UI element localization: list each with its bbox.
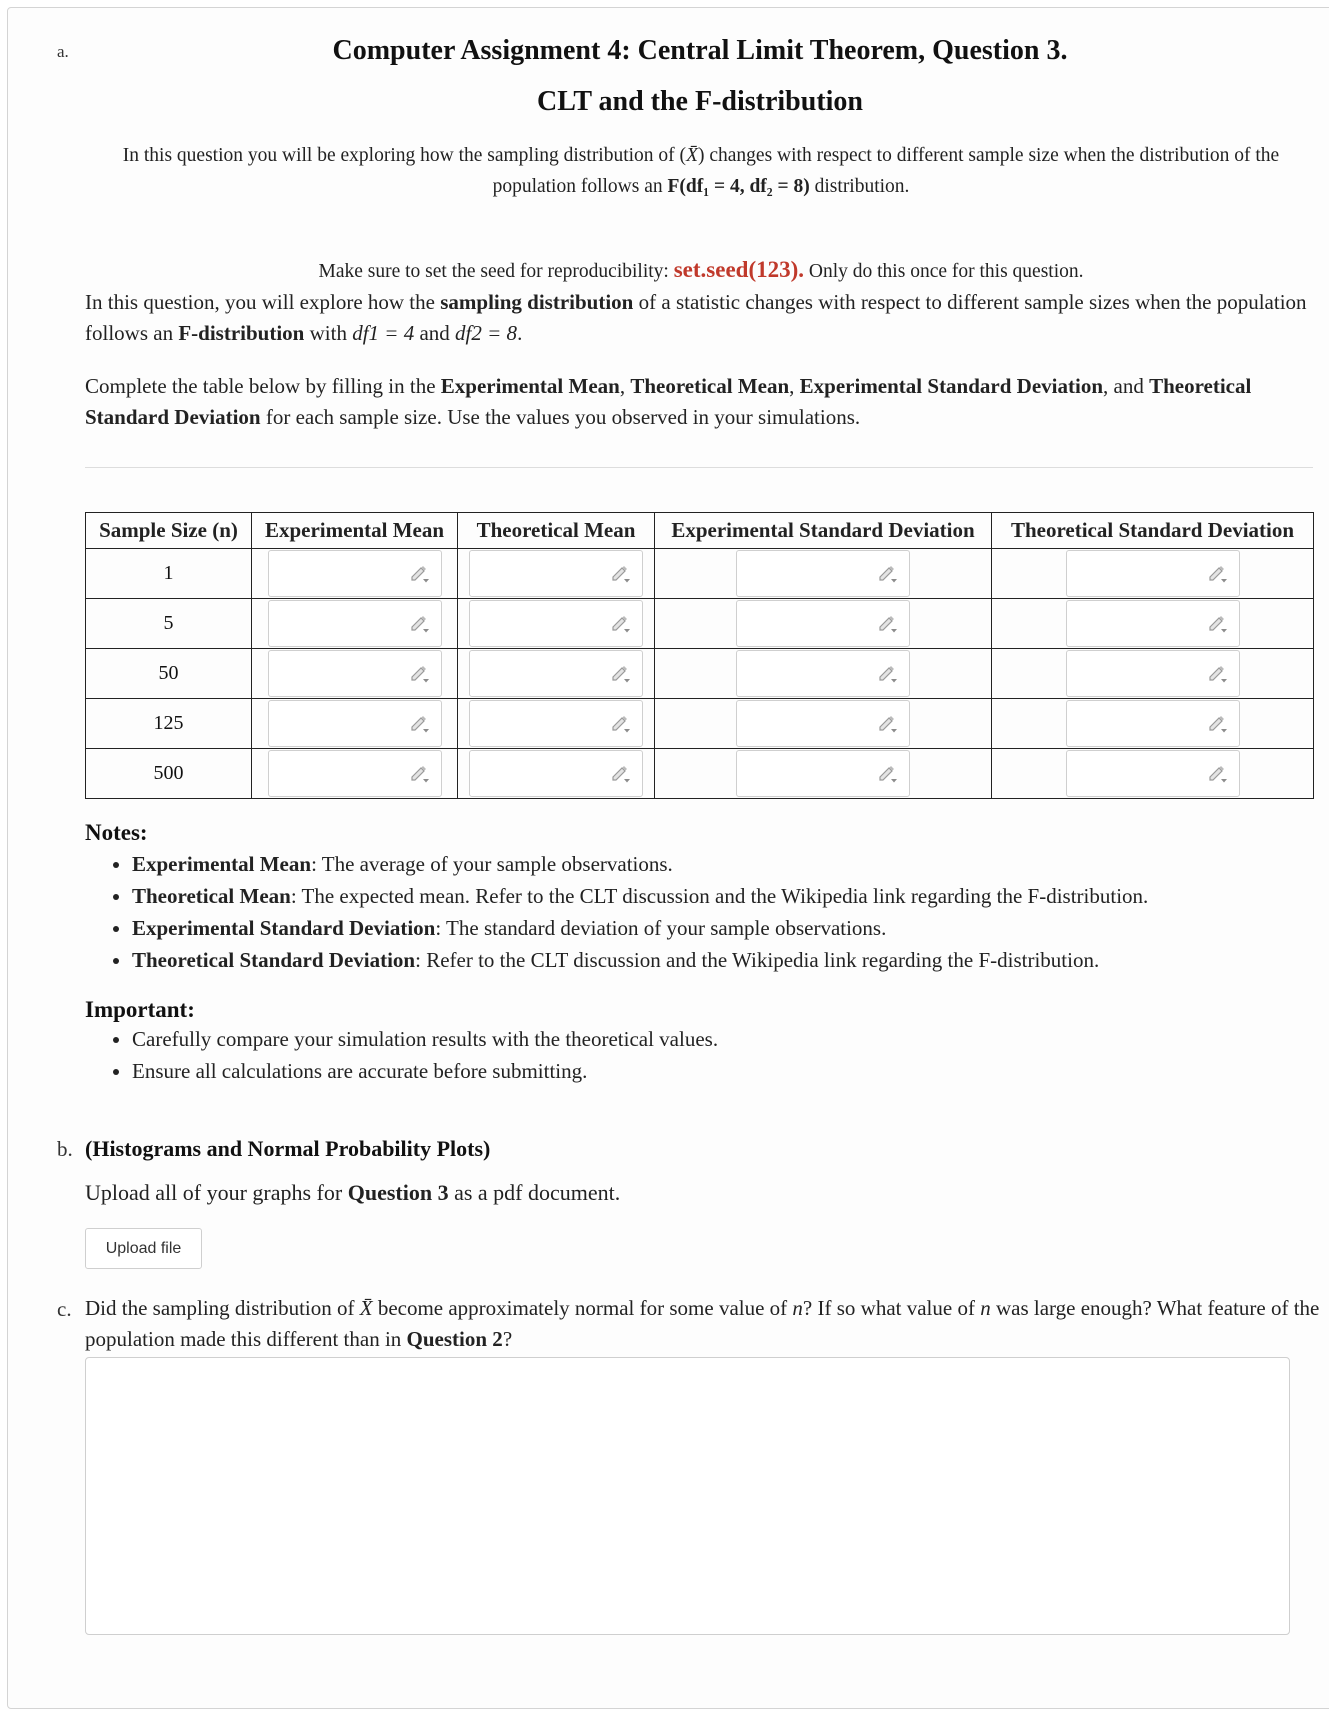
experimental-sd-input[interactable] (736, 700, 910, 747)
table-header-row (86, 513, 1314, 549)
theoretical-mean-cell (458, 699, 655, 749)
experimental-mean-input[interactable] (268, 600, 442, 647)
table-row (86, 599, 1314, 649)
pencil-icon[interactable] (877, 613, 899, 635)
pencil-icon[interactable] (409, 613, 431, 635)
theoretical-mean-input[interactable] (469, 600, 643, 647)
important-title: Important: (85, 997, 195, 1022)
sample-size-cell: 1 (86, 549, 252, 599)
theoretical-sd-cell (992, 749, 1314, 799)
theoretical-sd-input[interactable] (1066, 700, 1240, 747)
header-theoretical-sd: Theoretical Standard Deviation (992, 513, 1314, 549)
header-experimental-mean: Experimental Mean (252, 513, 458, 549)
theoretical-sd-input[interactable] (1066, 750, 1240, 797)
experimental-mean-cell (252, 599, 458, 649)
theoretical-sd-input[interactable] (1066, 650, 1240, 697)
theoretical-mean-input[interactable] (469, 650, 643, 697)
experimental-sd-cell (655, 599, 992, 649)
pencil-icon[interactable] (877, 663, 899, 685)
part-a-label: a. (57, 42, 69, 61)
experimental-mean-cell (252, 749, 458, 799)
seed-code: set.seed(123). (673, 257, 805, 282)
part-b-heading: (Histograms and Normal Probability Plots) (85, 1136, 491, 1161)
upload-file-button[interactable]: Upload file (85, 1228, 202, 1269)
theoretical-mean-cell (458, 649, 655, 699)
pencil-icon[interactable] (877, 763, 899, 785)
instruction-paragraph-2: Complete the table below by filling in the Experimental Mean, Theoretical Mean, Experimental Standard Deviation, and Theoretical Standard Deviation for each sample size. Use the values you observed in your simulations. (85, 374, 1252, 429)
pencil-icon[interactable] (610, 713, 632, 735)
pencil-icon[interactable] (409, 713, 431, 735)
experimental-mean-input[interactable] (268, 700, 442, 747)
list-item: • Theoretical Mean: The expected mean. Refer to the CLT discussion and the Wikipedia link regarding the F-distribution. (132, 880, 1329, 912)
instruction-paragraph-1: In this question, you will explore how the sampling distribution of a statistic changes with respect to different sample sizes when the population follows an F-distribution with df1 = 4 and df2 = 8. (85, 290, 1307, 345)
theoretical-sd-input[interactable] (1066, 550, 1240, 597)
theoretical-sd-cell (992, 599, 1314, 649)
pencil-icon[interactable] (877, 563, 899, 585)
header-theoretical-mean: Theoretical Mean (458, 513, 655, 549)
intro-text: In this question you will be exploring how the sampling distribution of (X̄) changes with respect to different sample size when the distribution of the population follows an F(df₁ = 4, df₂ = 8) distribution. (122, 145, 1280, 197)
experimental-mean-cell (252, 649, 458, 699)
pencil-icon[interactable] (610, 663, 632, 685)
theoretical-mean-input[interactable] (469, 750, 643, 797)
experimental-mean-cell (252, 699, 458, 749)
list-item: • Ensure all calculations are accurate before submitting. (132, 1055, 1329, 1087)
seed-instruction: Make sure to set the seed for reproducibility: set.seed(123). Only do this once for this question. (318, 257, 1084, 282)
theoretical-sd-input[interactable] (1066, 600, 1240, 647)
notes-list (85, 848, 1329, 976)
pencil-icon[interactable] (409, 663, 431, 685)
part-b-instruction: Upload all of your graphs for Question 3 as a pdf document. (85, 1180, 621, 1205)
experimental-mean-cell (252, 549, 458, 599)
pencil-icon[interactable] (1207, 713, 1229, 735)
page-subtitle: CLT and the F-distribution (537, 86, 863, 117)
list-item: • Experimental Mean: The average of your sample observations. (132, 848, 1329, 880)
pencil-icon[interactable] (1207, 763, 1229, 785)
notes-title: Notes: (85, 820, 148, 845)
pencil-icon[interactable] (1207, 563, 1229, 585)
sample-size-cell: 50 (86, 649, 252, 699)
pencil-icon[interactable] (610, 613, 632, 635)
divider (85, 467, 1313, 468)
experimental-sd-cell (655, 549, 992, 599)
experimental-mean-input[interactable] (268, 750, 442, 797)
theoretical-mean-cell (458, 749, 655, 799)
experimental-sd-input[interactable] (736, 650, 910, 697)
important-list (85, 1023, 1329, 1087)
pencil-icon[interactable] (610, 763, 632, 785)
pencil-icon[interactable] (409, 563, 431, 585)
experimental-mean-input[interactable] (268, 550, 442, 597)
sample-size-cell: 5 (86, 599, 252, 649)
part-c-label: c. (57, 1297, 72, 1321)
pencil-icon[interactable] (610, 563, 632, 585)
table-row (86, 749, 1314, 799)
experimental-sd-cell (655, 649, 992, 699)
theoretical-mean-input[interactable] (469, 550, 643, 597)
pencil-icon[interactable] (409, 763, 431, 785)
experimental-mean-input[interactable] (268, 650, 442, 697)
experimental-sd-input[interactable] (736, 600, 910, 647)
table-row (86, 649, 1314, 699)
part-c-question: Did the sampling distribution of X̄ become approximately normal for some value of n? If so what value of n was large enough? What feature of the population made this different than in Question 2? (85, 1296, 1320, 1351)
pencil-icon[interactable] (877, 713, 899, 735)
page-title: Computer Assignment 4: Central Limit Theorem, Question 3. (332, 35, 1068, 66)
list-item: • Experimental Standard Deviation: The standard deviation of your sample observations. (132, 912, 1329, 944)
theoretical-mean-cell (458, 599, 655, 649)
theoretical-sd-cell (992, 649, 1314, 699)
table-row (86, 549, 1314, 599)
pencil-icon[interactable] (1207, 663, 1229, 685)
theoretical-sd-cell (992, 699, 1314, 749)
part-b-label: b. (57, 1137, 73, 1161)
theoretical-mean-input[interactable] (469, 700, 643, 747)
theoretical-sd-cell (992, 549, 1314, 599)
experimental-sd-input[interactable] (736, 750, 910, 797)
sample-size-cell: 125 (86, 699, 252, 749)
answer-textarea[interactable] (85, 1357, 1290, 1635)
header-sample-size: Sample Size (n) (86, 513, 252, 549)
results-table (85, 512, 1314, 799)
list-item: • Carefully compare your simulation results with the theoretical values. (132, 1023, 1329, 1055)
table-row (86, 699, 1314, 749)
experimental-sd-input[interactable] (736, 550, 910, 597)
sample-size-cell: 500 (86, 749, 252, 799)
experimental-sd-cell (655, 699, 992, 749)
header-experimental-sd: Experimental Standard Deviation (655, 513, 992, 549)
experimental-sd-cell (655, 749, 992, 799)
theoretical-mean-cell (458, 549, 655, 599)
pencil-icon[interactable] (1207, 613, 1229, 635)
list-item: • Theoretical Standard Deviation: Refer to the CLT discussion and the Wikipedia link regarding the F-distribution. (132, 944, 1329, 976)
